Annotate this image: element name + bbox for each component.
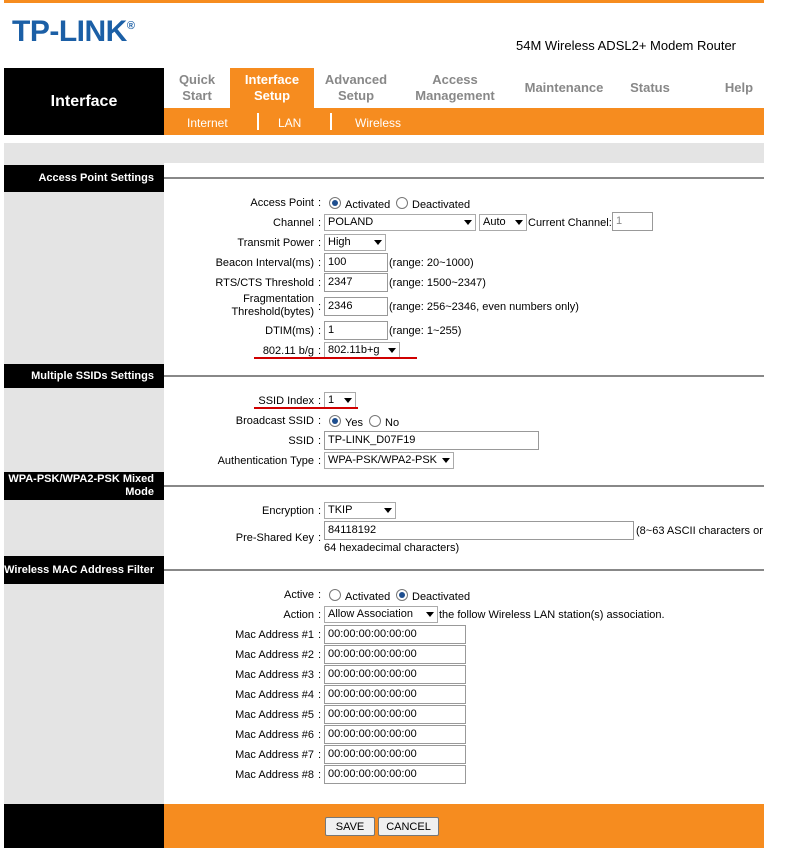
psk-hint: (8~63 ASCII characters or (636, 525, 763, 537)
colon: : (318, 197, 322, 209)
broadcast-ssid-yes-radio[interactable] (329, 415, 341, 427)
mac-address-input[interactable]: 00:00:00:00:00:00 (324, 765, 466, 784)
colon: : (318, 505, 322, 517)
access-point-deactivated-radio[interactable] (396, 197, 408, 209)
colon: : (318, 729, 322, 741)
fragmentation-range: (range: 256~2346, even numbers only) (389, 301, 579, 313)
mac-action-suffix: the follow Wireless LAN station(s) association. (439, 609, 665, 621)
tab-label: Interface Setup (244, 72, 300, 103)
section-mac-filter: Wireless MAC Address Filter (4, 556, 164, 584)
colon: : (318, 669, 322, 681)
mac-action-label: Action (283, 609, 314, 621)
main-nav (164, 68, 764, 108)
channel-label: Channel (273, 217, 314, 229)
activated-label: Activated (345, 591, 391, 603)
tab-label: Quick Start (178, 72, 216, 103)
ssid-index-label: SSID Index (258, 395, 314, 407)
authentication-type-select[interactable] (324, 452, 454, 469)
chevron-down-icon (442, 458, 450, 463)
chevron-down-icon (384, 508, 392, 513)
tab-status[interactable] (624, 68, 676, 108)
select-value: 802.11b+g (328, 344, 380, 356)
wireless-mode-label: 802.11 b/g (262, 345, 314, 357)
tab-label: Access Management (415, 72, 495, 103)
colon: : (318, 769, 322, 781)
logo-registered: ® (126, 20, 135, 32)
broadcast-ssid-label: Broadcast SSID (235, 415, 314, 427)
subtab-separator (330, 113, 332, 130)
mac-action-select[interactable] (324, 606, 438, 623)
select-value: TKIP (328, 504, 353, 516)
tp-link-logo (12, 15, 134, 49)
chevron-down-icon (426, 612, 434, 617)
mac-address-label: Mac Address #7 (235, 749, 314, 761)
tab-quick-start[interactable] (164, 68, 230, 108)
no-label: No (385, 417, 400, 429)
transmit-power-select[interactable] (324, 234, 386, 251)
select-value: High (328, 236, 351, 248)
colon: : (318, 609, 322, 621)
annotation-underline (254, 407, 358, 409)
colon: : (318, 277, 322, 289)
mac-activated-radio[interactable] (329, 589, 341, 601)
logo-text: TP-LINK (12, 15, 127, 48)
footer-left (4, 804, 164, 848)
section-divider (164, 177, 764, 179)
mac-address-label: Mac Address #1 (235, 629, 314, 641)
encryption-label: Encryption (262, 505, 314, 517)
deactivated-label: Deactivated (412, 199, 471, 211)
ssid-input[interactable]: TP-LINK_D07F19 (324, 431, 539, 450)
mac-address-label: Mac Address #8 (235, 769, 314, 781)
fragmentation-input[interactable]: 2346 (324, 297, 388, 316)
subtab-internet[interactable]: Internet (187, 116, 228, 130)
broadcast-ssid-no-radio[interactable] (369, 415, 381, 427)
pre-shared-key-label: Pre-Shared Key (235, 532, 314, 544)
tab-interface-setup[interactable] (230, 68, 314, 108)
mac-deactivated-radio[interactable] (396, 589, 408, 601)
beacon-range: (range: 20~1000) (389, 257, 474, 269)
dtim-range: (range: 1~255) (389, 325, 462, 337)
colon: : (318, 345, 322, 357)
colon: : (318, 749, 322, 761)
dtim-input[interactable]: 1 (324, 321, 388, 340)
select-value: POLAND (328, 216, 374, 228)
colon: : (318, 629, 322, 641)
fragmentation-label: Fragmentation Threshold(bytes) (231, 293, 314, 318)
save-button[interactable]: SAVE (325, 817, 375, 836)
annotation-underline (254, 357, 417, 359)
select-value: Auto (483, 216, 506, 228)
channel-select[interactable] (324, 214, 476, 231)
cancel-button[interactable]: CANCEL (378, 817, 439, 836)
spacer-bar (4, 143, 764, 163)
current-section-title: Interface (4, 68, 164, 135)
colon: : (318, 217, 322, 229)
footer-bar (164, 804, 764, 848)
section-wpa-psk: WPA-PSK/WPA2-PSK Mixed Mode (4, 472, 164, 500)
mac-address-input[interactable]: 00:00:00:00:00:00 (324, 645, 466, 664)
current-channel-field: 1 (612, 212, 653, 231)
mac-address-input[interactable]: 00:00:00:00:00:00 (324, 705, 466, 724)
psk-hint-continued: 64 hexadecimal characters) (324, 542, 460, 554)
mac-address-input[interactable]: 00:00:00:00:00:00 (324, 685, 466, 704)
mac-active-label: Active (284, 589, 314, 601)
rts-threshold-label: RTS/CTS Threshold (215, 277, 314, 289)
subtab-separator (257, 113, 259, 130)
model-name: 54M Wireless ADSL2+ Modem Router (516, 38, 737, 53)
section-divider (164, 375, 764, 377)
rts-range: (range: 1500~2347) (389, 277, 486, 289)
colon: : (318, 435, 322, 447)
colon: : (318, 257, 322, 269)
section-divider (164, 569, 764, 571)
transmit-power-label: Transmit Power (237, 237, 314, 249)
section-divider (164, 485, 764, 487)
rts-threshold-input[interactable]: 2347 (324, 273, 388, 292)
mac-address-label: Mac Address #6 (235, 729, 314, 741)
pre-shared-key-input[interactable]: 84118192 (324, 521, 634, 540)
mac-address-input[interactable]: 00:00:00:00:00:00 (324, 665, 466, 684)
sub-nav (164, 108, 764, 135)
colon: : (318, 325, 322, 337)
tab-advanced-setup[interactable] (314, 68, 398, 108)
authentication-type-label: Authentication Type (217, 455, 314, 467)
mac-address-label: Mac Address #5 (235, 709, 314, 721)
mac-address-label: Mac Address #2 (235, 649, 314, 661)
access-point-label: Access Point (250, 197, 314, 209)
tab-access-management[interactable] (404, 68, 506, 108)
tab-label: Maintenance (524, 80, 604, 95)
colon: : (318, 532, 322, 544)
deactivated-label: Deactivated (412, 591, 471, 603)
channel-auto-select[interactable] (479, 214, 527, 231)
beacon-interval-input[interactable]: 100 (324, 253, 388, 272)
chevron-down-icon (388, 348, 396, 353)
dtim-label: DTIM(ms) (265, 325, 314, 337)
beacon-interval-label: Beacon Interval(ms) (215, 257, 314, 269)
colon: : (318, 689, 322, 701)
section-access-point: Access Point Settings (4, 165, 164, 192)
chevron-down-icon (374, 240, 382, 245)
tab-label: Status (630, 80, 670, 95)
current-channel-label: Current Channel: (528, 217, 612, 229)
mac-address-label: Mac Address #3 (235, 669, 314, 681)
colon: : (318, 301, 322, 313)
tab-label: Help (724, 80, 754, 95)
top-accent-line (4, 0, 764, 3)
chevron-down-icon (464, 220, 472, 225)
chevron-down-icon (515, 220, 523, 225)
select-value: WPA-PSK/WPA2-PSK (328, 454, 438, 466)
colon: : (318, 455, 322, 467)
select-value: Allow Association (328, 608, 413, 620)
ssid-label: SSID (288, 435, 314, 447)
colon: : (318, 415, 322, 427)
colon: : (318, 589, 322, 601)
activated-label: Activated (345, 199, 391, 211)
chevron-down-icon (344, 398, 352, 403)
mac-address-label: Mac Address #4 (235, 689, 314, 701)
colon: : (318, 649, 322, 661)
colon: : (318, 395, 322, 407)
tab-label: Advanced Setup (324, 72, 388, 103)
yes-label: Yes (345, 417, 363, 429)
section-multiple-ssids: Multiple SSIDs Settings (4, 364, 164, 388)
encryption-select[interactable] (324, 502, 396, 519)
access-point-activated-radio[interactable] (329, 197, 341, 209)
colon: : (318, 237, 322, 249)
tab-maintenance[interactable] (514, 68, 614, 108)
subtab-wireless[interactable]: Wireless (355, 116, 402, 130)
select-value: 1 (328, 394, 335, 406)
mac-address-input[interactable]: 00:00:00:00:00:00 (324, 745, 466, 764)
tab-help[interactable] (714, 68, 764, 108)
mac-address-input[interactable]: 00:00:00:00:00:00 (324, 625, 466, 644)
subtab-lan[interactable]: LAN (278, 116, 302, 130)
colon: : (318, 709, 322, 721)
mac-address-input[interactable]: 00:00:00:00:00:00 (324, 725, 466, 744)
